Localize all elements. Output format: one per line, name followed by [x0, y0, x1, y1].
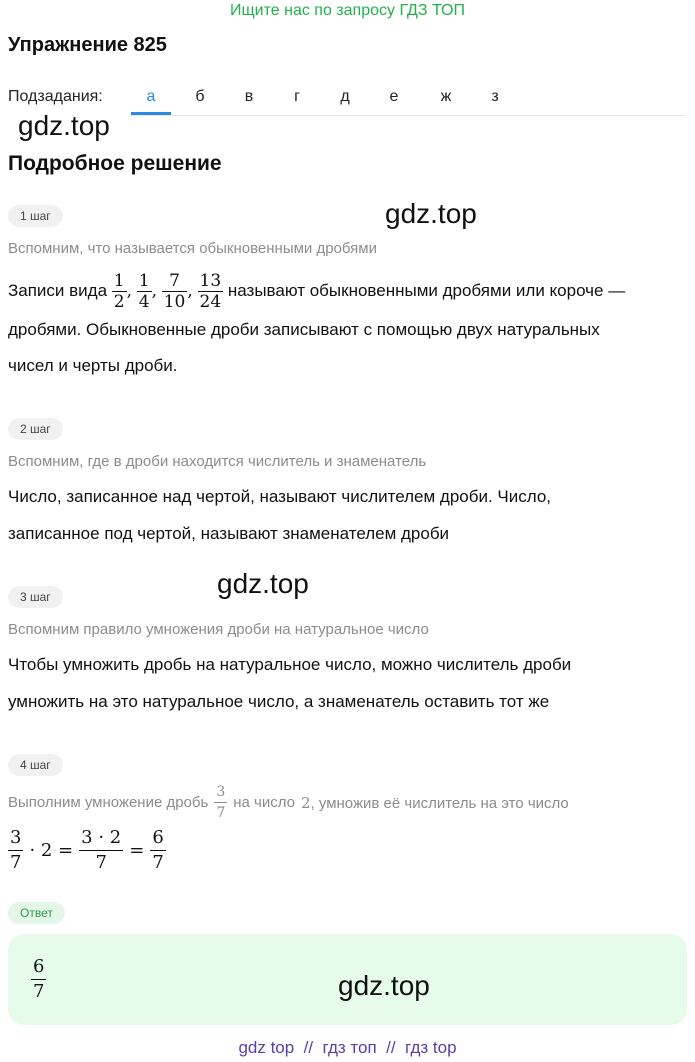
step-1-badge: 1 шаг — [8, 205, 63, 227]
promo-banner: Ищите нас по запросу ГДЗ ТОП — [230, 2, 465, 19]
fraction: $\frac{1}{4}$ — [138, 271, 150, 313]
step-4-hint — [8, 782, 569, 823]
fraction: $\frac{13}{24}$ — [199, 271, 222, 313]
step-1-hint: Вспомним, что называется обыкновенными дробями — [8, 240, 377, 257]
watermark: gdz.top — [338, 970, 430, 1001]
step-1-suffix: называют обыкновенными дробями или короче — — [227, 281, 626, 300]
answer-fraction: $\frac{6}{7}$ — [33, 956, 45, 1002]
step-1-line-1: Записи вида $\frac{1}{2}$ , $\frac{1}{4}$ , $\frac{7}{10}$ , $\frac{13}{24}$ называют обыкновенными дробями или короче — — [8, 271, 626, 313]
step-2-badge: 2 шаг — [8, 418, 63, 440]
tab-z[interactable]: з — [491, 88, 499, 105]
fraction: $\frac{7}{10}$ — [163, 271, 186, 313]
fraction: $\frac{1}{2}$ — [113, 271, 125, 313]
tab-zh[interactable]: ж — [440, 88, 452, 105]
active-tab-indicator — [131, 112, 171, 115]
tab-d[interactable]: д — [340, 88, 350, 105]
step-4-badge: 4 шаг — [8, 754, 63, 776]
step-4-hint-mid: на число — [233, 794, 295, 811]
step-4-equation — [8, 826, 166, 875]
tab-g[interactable]: г — [294, 88, 300, 105]
page-title: Упражнение 825 — [8, 34, 167, 56]
step-1-prefix: Записи вида — [8, 281, 108, 300]
step-2-hint: Вспомним, где в дроби находится числитель и знаменатель — [8, 453, 427, 470]
fraction: $\frac{3 \cdot 2}{7}$ — [81, 827, 122, 873]
tab-b[interactable]: б — [195, 88, 205, 105]
step-1-line-2: дробями. Обыкновенные дроби записывают с помощью двух натуральных — [8, 320, 600, 339]
watermark: gdz.top — [217, 568, 309, 599]
fraction: $\frac{3}{7}$ — [10, 827, 22, 873]
step-2-line-1: Число, записанное над чертой, называют числителем дроби. Число, — [8, 487, 552, 506]
step-1-line-3: чисел и черты дроби. — [8, 356, 178, 375]
tab-e[interactable]: е — [389, 88, 399, 105]
footer-links[interactable]: gdz top // гдз топ // гдз top — [238, 1038, 457, 1057]
equation-operator: = — [129, 840, 145, 861]
step-4-hint-prefix: Выполним умножение дробь — [8, 794, 209, 811]
step-4-hint-suffix: , умножив её числитель на это число — [310, 794, 569, 812]
step-3-badge: 3 шаг — [8, 586, 63, 608]
tab-v[interactable]: в — [244, 88, 254, 105]
watermark: gdz.top — [385, 198, 477, 229]
equation-operator: · 2 = — [29, 840, 74, 861]
answer-badge: Ответ — [8, 902, 65, 924]
section-title: Подробное решение — [8, 152, 222, 175]
step-3-line-1: Чтобы умножить дробь на натуральное число, можно числитель дроби — [8, 655, 572, 674]
subtasks-label: Подзадания: — [8, 88, 103, 105]
tab-a[interactable]: а — [146, 88, 156, 105]
watermark: gdz.top — [18, 110, 110, 141]
fraction: $\frac{6}{7}$ — [152, 827, 164, 873]
tabs-divider — [131, 115, 686, 116]
fraction: $\frac{3}{7}$ — [216, 784, 226, 821]
step-4-hint-number: 2 — [301, 793, 311, 812]
step-3-hint: Вспомним правило умножения дроби на натуральное число — [8, 621, 429, 638]
step-2-line-2: записанное под чертой, называют знаменателем дроби — [8, 524, 450, 543]
step-3-line-2: умножить на это натуральное число, а знаменатель оставить тот же — [8, 692, 550, 711]
